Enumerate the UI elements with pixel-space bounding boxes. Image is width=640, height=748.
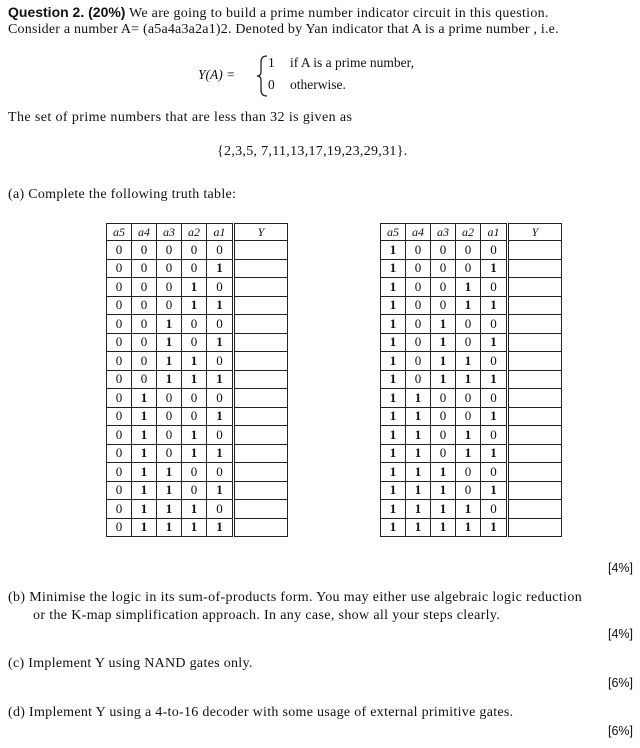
y-answer-cell[interactable] [508, 481, 562, 500]
question-intro-line2: Consider a number A= (a5a4a3a2a1)2. Denoted by Yan indicator that A is a prime number , i.e. [8, 22, 559, 37]
table-cell: 1 [481, 444, 508, 463]
table-row [107, 481, 288, 500]
table-cell: 1 [406, 463, 431, 482]
table-cell: 1 [481, 407, 508, 426]
table-cell: 0 [207, 426, 234, 445]
table-cell: 1 [157, 481, 182, 500]
table-row [107, 352, 288, 371]
table-cell: 0 [182, 389, 207, 408]
table-cell: 1 [157, 370, 182, 389]
part-c-text: (c) Implement Y using NAND gates only. [8, 656, 253, 671]
table-cell: 1 [431, 370, 456, 389]
table-row [381, 296, 562, 315]
table-cell: 1 [132, 463, 157, 482]
table-cell: 0 [107, 481, 132, 500]
table-cell: 1 [157, 333, 182, 352]
table-cell: 0 [157, 296, 182, 315]
y-answer-cell[interactable] [508, 444, 562, 463]
table-cell: 1 [132, 481, 157, 500]
y-answer-cell[interactable] [234, 444, 288, 463]
table-cell: 0 [207, 315, 234, 334]
case2-condition: otherwise. [290, 77, 346, 92]
table-cell: 0 [456, 259, 481, 278]
y-answer-cell[interactable] [508, 500, 562, 519]
table-cell: 1 [456, 296, 481, 315]
marks-a: [4%] [608, 561, 634, 575]
y-answer-cell[interactable] [508, 518, 562, 537]
table-cell: 0 [481, 500, 508, 519]
table-cell: 1 [456, 444, 481, 463]
question-intro-line1 [8, 4, 549, 22]
table-cell: 0 [107, 296, 132, 315]
table-cell: 1 [182, 426, 207, 445]
y-answer-cell[interactable] [234, 426, 288, 445]
table-cell: 1 [182, 278, 207, 297]
table-cell: 0 [456, 407, 481, 426]
header-a5: a5 [107, 224, 132, 241]
table-cell: 0 [406, 296, 431, 315]
table-header-row [107, 224, 288, 241]
table-cell: 0 [157, 426, 182, 445]
table-cell: 0 [157, 389, 182, 408]
table-cell: 0 [431, 241, 456, 260]
table-cell: 1 [431, 463, 456, 482]
y-answer-cell[interactable] [234, 370, 288, 389]
table-cell: 1 [381, 407, 406, 426]
table-row [107, 259, 288, 278]
table-cell: 1 [381, 352, 406, 371]
table-cell: 0 [132, 259, 157, 278]
y-answer-cell[interactable] [508, 259, 562, 278]
part-b-line2: or the K-map simplification approach. In any case, show all your steps clearly. [33, 608, 501, 623]
table-cell: 1 [481, 296, 508, 315]
y-answer-cell[interactable] [234, 296, 288, 315]
table-cell: 1 [481, 333, 508, 352]
y-answer-cell[interactable] [508, 352, 562, 371]
table-cell: 1 [431, 315, 456, 334]
truth-table-left [106, 223, 288, 537]
table-cell: 1 [481, 481, 508, 500]
table-cell: 1 [381, 518, 406, 537]
table-cell: 1 [207, 333, 234, 352]
table-cell: 1 [182, 296, 207, 315]
header-a5: a5 [381, 224, 406, 241]
table-row [107, 518, 288, 537]
table-cell: 1 [406, 481, 431, 500]
table-cell: 1 [381, 296, 406, 315]
table-cell: 0 [182, 463, 207, 482]
table-row [107, 463, 288, 482]
y-answer-cell[interactable] [508, 278, 562, 297]
table-cell: 1 [456, 500, 481, 519]
table-row [107, 296, 288, 315]
table-cell: 1 [207, 481, 234, 500]
table-cell: 0 [456, 463, 481, 482]
y-answer-cell[interactable] [508, 333, 562, 352]
table-cell: 1 [182, 500, 207, 519]
table-cell: 1 [207, 518, 234, 537]
table-row [107, 426, 288, 445]
table-cell: 1 [381, 315, 406, 334]
table-cell: 0 [182, 241, 207, 260]
table-cell: 0 [107, 370, 132, 389]
piecewise-lhs: Y(A) = [198, 67, 236, 82]
table-cell: 1 [406, 426, 431, 445]
marks-d: [6%] [608, 724, 634, 738]
table-header-row [381, 224, 562, 241]
y-answer-cell[interactable] [234, 352, 288, 371]
table-cell: 0 [456, 241, 481, 260]
table-cell: 1 [207, 407, 234, 426]
table-cell: 0 [431, 444, 456, 463]
table-cell: 0 [431, 407, 456, 426]
table-cell: 0 [481, 278, 508, 297]
y-answer-cell[interactable] [508, 315, 562, 334]
table-cell: 0 [207, 278, 234, 297]
table-cell: 1 [381, 426, 406, 445]
table-cell: 0 [132, 241, 157, 260]
primes-intro: The set of prime numbers that are less than 32 is given as [8, 110, 353, 125]
table-cell: 0 [406, 259, 431, 278]
table-cell: 1 [406, 518, 431, 537]
y-answer-cell[interactable] [234, 463, 288, 482]
table-cell: 1 [431, 352, 456, 371]
table-cell: 0 [431, 278, 456, 297]
table-row [107, 407, 288, 426]
table-cell: 0 [207, 389, 234, 408]
table-row [107, 389, 288, 408]
table-cell: 0 [406, 278, 431, 297]
table-cell: 1 [381, 389, 406, 408]
y-answer-cell[interactable] [234, 500, 288, 519]
table-cell: 0 [431, 389, 456, 408]
table-cell: 1 [157, 518, 182, 537]
table-cell: 1 [132, 407, 157, 426]
table-row [381, 278, 562, 297]
marks-b: [4%] [608, 627, 634, 641]
table-row [107, 370, 288, 389]
table-cell: 1 [481, 370, 508, 389]
header-a3: a3 [157, 224, 182, 241]
table-cell: 1 [132, 518, 157, 537]
table-cell: 1 [381, 241, 406, 260]
table-cell: 0 [406, 352, 431, 371]
table-cell: 1 [207, 296, 234, 315]
table-cell: 1 [406, 500, 431, 519]
y-answer-cell[interactable] [508, 296, 562, 315]
table-cell: 0 [132, 370, 157, 389]
y-answer-cell[interactable] [234, 278, 288, 297]
table-cell: 0 [107, 444, 132, 463]
table-row [381, 315, 562, 334]
question-heading: Question 2. (20%) [8, 4, 126, 20]
table-row [381, 426, 562, 445]
y-answer-cell[interactable] [234, 259, 288, 278]
part-b-line1: (b) Minimise the logic in its sum-of-products form. You may either use algebraic logic reduction [8, 590, 583, 605]
table-cell: 1 [381, 444, 406, 463]
table-cell: 1 [406, 444, 431, 463]
part-d-text: (d) Implement Y using a 4-to-16 decoder with some usage of external primitive gates. [8, 705, 514, 720]
table-cell: 0 [107, 333, 132, 352]
table-cell: 0 [107, 500, 132, 519]
table-cell: 0 [207, 500, 234, 519]
table-cell: 0 [107, 315, 132, 334]
table-cell: 1 [456, 352, 481, 371]
table-cell: 0 [481, 389, 508, 408]
table-row [107, 444, 288, 463]
table-cell: 1 [381, 481, 406, 500]
table-cell: 1 [406, 407, 431, 426]
table-cell: 1 [182, 518, 207, 537]
y-answer-cell[interactable] [234, 518, 288, 537]
y-answer-cell[interactable] [508, 370, 562, 389]
table-row [381, 407, 562, 426]
table-cell: 1 [431, 481, 456, 500]
table-cell: 0 [456, 481, 481, 500]
table-row [107, 241, 288, 260]
y-answer-cell[interactable] [508, 389, 562, 408]
case2-value: 0 [268, 77, 275, 92]
table-cell: 1 [132, 444, 157, 463]
table-cell: 0 [107, 241, 132, 260]
table-cell: 0 [481, 241, 508, 260]
table-row [381, 352, 562, 371]
y-answer-cell[interactable] [234, 407, 288, 426]
table-cell: 0 [406, 241, 431, 260]
table-cell: 0 [406, 333, 431, 352]
y-answer-cell[interactable] [234, 333, 288, 352]
table-cell: 0 [207, 241, 234, 260]
table-cell: 0 [132, 352, 157, 371]
table-cell: 1 [481, 518, 508, 537]
table-cell: 0 [182, 333, 207, 352]
header-a2: a2 [456, 224, 481, 241]
table-row [381, 518, 562, 537]
table-cell: 1 [481, 259, 508, 278]
case1-value: 1 [268, 55, 275, 70]
table-row [381, 333, 562, 352]
table-cell: 0 [182, 481, 207, 500]
table-cell: 1 [157, 463, 182, 482]
y-answer-cell[interactable] [234, 241, 288, 260]
table-cell: 0 [107, 352, 132, 371]
table-cell: 0 [157, 278, 182, 297]
table-cell: 0 [207, 463, 234, 482]
marks-c: [6%] [608, 676, 634, 690]
table-cell: 0 [456, 315, 481, 334]
table-cell: 1 [182, 352, 207, 371]
table-row [381, 259, 562, 278]
truth-table-right [380, 223, 562, 537]
table-cell: 1 [381, 370, 406, 389]
table-row [107, 315, 288, 334]
table-cell: 1 [207, 259, 234, 278]
table-cell: 0 [481, 463, 508, 482]
table-cell: 1 [431, 333, 456, 352]
table-cell: 1 [182, 370, 207, 389]
y-answer-cell[interactable] [234, 389, 288, 408]
table-cell: 1 [182, 444, 207, 463]
table-row [381, 370, 562, 389]
brace-icon [255, 54, 269, 98]
table-cell: 1 [132, 500, 157, 519]
table-cell: 0 [132, 278, 157, 297]
table-cell: 0 [456, 389, 481, 408]
table-cell: 0 [431, 426, 456, 445]
table-row [381, 500, 562, 519]
y-answer-cell[interactable] [508, 241, 562, 260]
table-cell: 0 [456, 333, 481, 352]
table-cell: 0 [431, 259, 456, 278]
table-cell: 0 [182, 315, 207, 334]
table-cell: 0 [107, 407, 132, 426]
y-answer-cell[interactable] [234, 481, 288, 500]
header-a1: a1 [481, 224, 508, 241]
table-cell: 1 [381, 278, 406, 297]
table-cell: 0 [107, 463, 132, 482]
table-cell: 0 [107, 278, 132, 297]
table-cell: 1 [431, 500, 456, 519]
y-answer-cell[interactable] [508, 407, 562, 426]
table-cell: 1 [207, 370, 234, 389]
table-cell: 1 [431, 518, 456, 537]
table-cell: 1 [456, 426, 481, 445]
table-cell: 1 [406, 389, 431, 408]
table-row [381, 481, 562, 500]
table-cell: 0 [481, 315, 508, 334]
header-a4: a4 [132, 224, 157, 241]
table-cell: 1 [157, 352, 182, 371]
table-cell: 0 [157, 259, 182, 278]
table-cell: 0 [481, 352, 508, 371]
table-cell: 0 [132, 333, 157, 352]
table-cell: 1 [157, 500, 182, 519]
table-cell: 0 [132, 296, 157, 315]
table-cell: 1 [456, 278, 481, 297]
header-y: Y [508, 224, 562, 241]
table-cell: 0 [157, 407, 182, 426]
table-cell: 1 [456, 370, 481, 389]
question-text-1: We are going to build a prime number indicator circuit in this question. [128, 6, 549, 21]
table-cell: 0 [431, 296, 456, 315]
table-cell: 1 [381, 333, 406, 352]
y-answer-cell[interactable] [508, 426, 562, 445]
table-cell: 1 [456, 518, 481, 537]
table-row [381, 444, 562, 463]
table-cell: 1 [132, 426, 157, 445]
table-cell: 1 [207, 444, 234, 463]
table-cell: 0 [132, 315, 157, 334]
table-cell: 0 [481, 426, 508, 445]
table-cell: 0 [107, 389, 132, 408]
y-answer-cell[interactable] [508, 463, 562, 482]
table-row [107, 333, 288, 352]
case1-condition: if A is a prime number, [290, 55, 414, 70]
table-row [107, 278, 288, 297]
header-a1: a1 [207, 224, 234, 241]
table-cell: 1 [381, 500, 406, 519]
table-cell: 0 [406, 370, 431, 389]
header-a2: a2 [182, 224, 207, 241]
y-answer-cell[interactable] [234, 315, 288, 334]
header-y: Y [234, 224, 288, 241]
table-cell: 0 [107, 426, 132, 445]
primes-set: {2,3,5, 7,11,13,17,19,23,29,31}. [217, 144, 408, 159]
table-cell: 0 [182, 259, 207, 278]
table-cell: 1 [381, 463, 406, 482]
table-cell: 0 [406, 315, 431, 334]
header-a3: a3 [431, 224, 456, 241]
table-cell: 1 [381, 259, 406, 278]
table-cell: 0 [107, 259, 132, 278]
table-cell: 0 [107, 518, 132, 537]
table-cell: 0 [157, 241, 182, 260]
table-cell: 0 [157, 444, 182, 463]
part-a-text: (a) Complete the following truth table: [8, 187, 237, 202]
table-cell: 0 [207, 352, 234, 371]
table-cell: 1 [157, 315, 182, 334]
table-row [381, 241, 562, 260]
table-row [381, 463, 562, 482]
header-a4: a4 [406, 224, 431, 241]
table-row [107, 500, 288, 519]
table-cell: 0 [182, 407, 207, 426]
table-row [381, 389, 562, 408]
table-cell: 1 [132, 389, 157, 408]
